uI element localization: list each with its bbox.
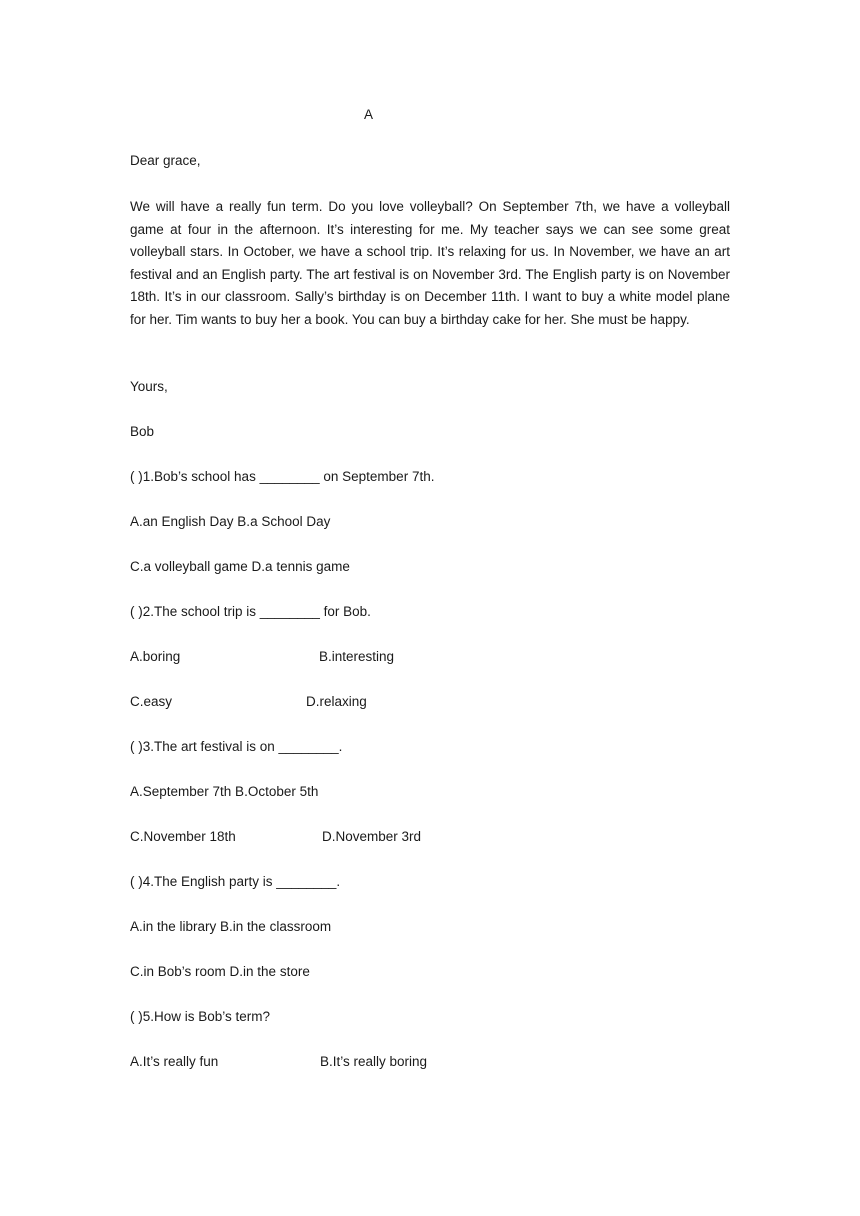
question-3-option-d: D.November 3rd	[322, 829, 422, 844]
question-3-option-c: C.November 18th	[130, 829, 236, 844]
letter-greeting: Dear grace,	[130, 153, 201, 168]
question-4: ( )4.The English party is ________.	[130, 874, 341, 889]
question-2-option-b: B.interesting	[319, 649, 395, 664]
question-3: ( )3.The art festival is on ________.	[130, 739, 343, 754]
letter-closing: Yours,	[130, 379, 168, 394]
question-1: ( )1.Bob’s school has ________ on September 7th.	[130, 469, 435, 484]
question-1-options-cd: C.a volleyball game D.a tennis game	[130, 559, 350, 574]
question-5: ( )5.How is Bob’s term?	[130, 1009, 271, 1024]
question-4-options-cd: C.in Bob’s room D.in the store	[130, 964, 310, 979]
question-5-option-b: B.It’s really boring	[320, 1054, 428, 1069]
question-2-option-d: D.relaxing	[306, 694, 367, 709]
question-5-option-a: A.It’s really fun	[130, 1054, 219, 1069]
question-4-options-ab: A.in the library B.in the classroom	[130, 919, 332, 934]
letter-signature: Bob	[130, 424, 155, 439]
question-2-option-c: C.easy	[130, 694, 173, 709]
question-1-options-ab: A.an English Day B.a School Day	[130, 514, 331, 529]
question-2-option-a: A.boring	[130, 649, 181, 664]
letter-body: We will have a really fun term. Do you love volleyball? On September 7th, we have a volleyball game at four in the afternoon. It’s interesting for me. My teacher says we can see some great volleyball stars. In October, we have a school trip. It’s relaxing for us. In November, we have an art festival and an English party. The art festival is on November 3rd. The English party is on November 18th. It’s in our classroom. Sally’s birthday is on December 11th. I want to buy a white model plane for her. Tim wants to buy her a book. You can buy a birthday cake for her. She must be happy.	[130, 199, 730, 327]
question-3-options-ab: A.September 7th B.October 5th	[130, 784, 319, 799]
question-2: ( )2.The school trip is ________ for Bob.	[130, 604, 371, 619]
section-title: A	[364, 107, 374, 122]
